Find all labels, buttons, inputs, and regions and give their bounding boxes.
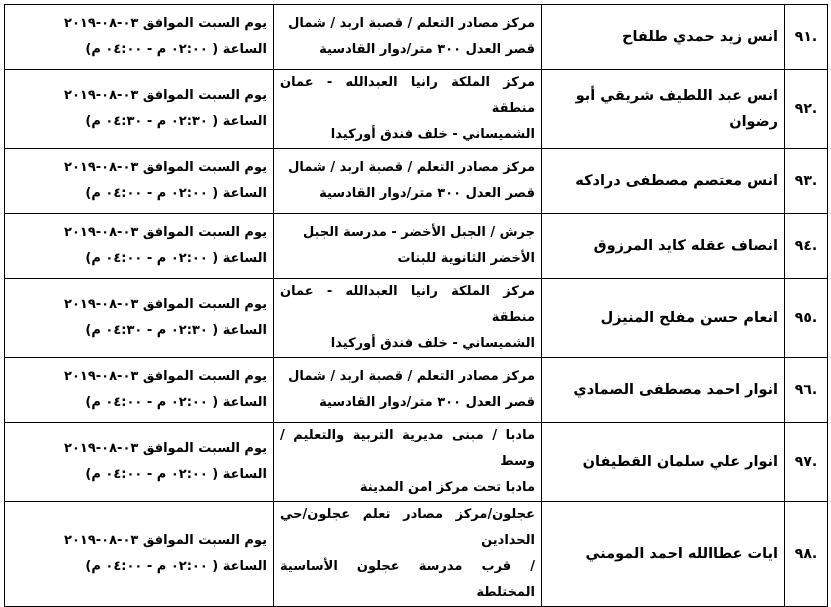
location-line: مركز مصادر التعلم / قصبة اربد / شمال <box>288 369 535 384</box>
location-line: عجلون/مركز مصادر تعلم عجلون/حي الحدادين <box>280 507 535 548</box>
exam-date-line: يوم السبت الموافق ٠٣-٠٨-٢٠١٩ <box>64 88 267 103</box>
exam-date-line: يوم السبت الموافق ٠٣-٠٨-٢٠١٩ <box>64 441 267 456</box>
row-number: .٩٧ <box>785 423 828 502</box>
exam-hours-line: الساعة ( ٠٢:٠٠ م - ٠٤:٠٠ م) <box>85 186 267 201</box>
exam-hours-line: الساعة ( ٠٢:٣٠ م - ٠٤:٣٠ م) <box>85 114 267 129</box>
schedule-sheet <box>4 4 828 600</box>
exam-location <box>274 358 542 423</box>
location-line: مادبا تحت مركز امن المدينة <box>359 480 535 495</box>
candidate-name: انس زيد حمدي طلفاح <box>542 5 785 70</box>
row-number: .٩٦ <box>785 358 828 423</box>
location-line: / قرب مدرسة عجلون الأساسية المختلطة <box>280 559 535 600</box>
table-row <box>5 149 828 214</box>
exam-time <box>5 358 274 423</box>
exam-date-line: يوم السبت الموافق ٠٣-٠٨-٢٠١٩ <box>64 160 267 175</box>
exam-location <box>274 423 542 502</box>
exam-date-line: يوم السبت الموافق ٠٣-٠٨-٢٠١٩ <box>64 297 267 312</box>
exam-location <box>274 149 542 214</box>
exam-hours-line: الساعة ( ٠٢:٠٠ م - ٠٤:٠٠ م) <box>85 467 267 482</box>
exam-date-line: يوم السبت الموافق ٠٣-٠٨-٢٠١٩ <box>64 225 267 240</box>
location-line: الشميساني - خلف فندق أوركيدا <box>330 127 535 142</box>
exam-time <box>5 214 274 279</box>
exam-date-line: يوم السبت الموافق ٠٣-٠٨-٢٠١٩ <box>64 369 267 384</box>
location-line: الشميساني - خلف فندق أوركيدا <box>330 336 535 351</box>
location-line: جرش / الجبل الأخضر - مدرسة الجبل <box>302 225 535 240</box>
row-number: .٩٣ <box>785 149 828 214</box>
exam-hours-line: الساعة ( ٠٢:٠٠ م - ٠٤:٠٠ م) <box>85 559 267 574</box>
row-number: .٩٥ <box>785 279 828 358</box>
location-line: مادبا / مبنى مديرية التربية والتعليم /وسط <box>280 428 535 469</box>
exam-time <box>5 5 274 70</box>
exam-time <box>5 70 274 149</box>
table-row <box>5 423 828 502</box>
candidate-name: انس معتصم مصطفى درادكه <box>542 149 785 214</box>
table-row <box>5 5 828 70</box>
candidate-name: انوار احمد مصطفى الصمادي <box>542 358 785 423</box>
location-line: قصر العدل ٣٠٠ متر/دوار القادسية <box>319 186 535 201</box>
table-row <box>5 279 828 358</box>
row-number: .٩٢ <box>785 70 828 149</box>
exam-date-line: يوم السبت الموافق ٠٣-٠٨-٢٠١٩ <box>64 533 267 548</box>
table-row <box>5 502 828 607</box>
location-line: مركز مصادر التعلم / قصبة اربد / شمال <box>288 16 535 31</box>
exam-location <box>274 214 542 279</box>
table-row <box>5 214 828 279</box>
table-row <box>5 70 828 149</box>
exam-location <box>274 70 542 149</box>
schedule-rows <box>5 5 828 607</box>
exam-hours-line: الساعة ( ٠٢:٠٠ م - ٠٤:٠٠ م) <box>85 395 267 410</box>
exam-time <box>5 502 274 607</box>
exam-hours-line: الساعة ( ٠٢:٣٠ م - ٠٤:٣٠ م) <box>85 323 267 338</box>
candidate-name: انعام حسن مفلح المنيزل <box>542 279 785 358</box>
schedule-table <box>4 4 828 607</box>
exam-time <box>5 149 274 214</box>
row-number: .٩٨ <box>785 502 828 607</box>
exam-hours-line: الساعة ( ٠٢:٠٠ م - ٠٤:٠٠ م) <box>85 42 267 57</box>
exam-location <box>274 502 542 607</box>
table-row <box>5 358 828 423</box>
exam-hours-line: الساعة ( ٠٢:٠٠ م - ٠٤:٠٠ م) <box>85 251 267 266</box>
location-line: مركز الملكة رانيا العبدالله - عمان منطقة <box>280 75 535 116</box>
exam-date-line: يوم السبت الموافق ٠٣-٠٨-٢٠١٩ <box>64 16 267 31</box>
candidate-name: ايات عطاالله احمد المومني <box>542 502 785 607</box>
row-number: .٩١ <box>785 5 828 70</box>
location-line: الأخضر الثانوية للبنات <box>397 251 535 266</box>
location-line: مركز مصادر التعلم / قصبة اربد / شمال <box>288 160 535 175</box>
exam-location <box>274 279 542 358</box>
exam-location <box>274 5 542 70</box>
location-line: قصر العدل ٣٠٠ متر/دوار القادسية <box>319 395 535 410</box>
location-line: قصر العدل ٣٠٠ متر/دوار القادسية <box>319 42 535 57</box>
candidate-name: انوار علي سلمان القطيفان <box>542 423 785 502</box>
exam-time <box>5 279 274 358</box>
exam-time <box>5 423 274 502</box>
candidate-name: انصاف عقله كايد المرزوق <box>542 214 785 279</box>
location-line: مركز الملكة رانيا العبدالله - عمان منطقة <box>280 284 535 325</box>
row-number: .٩٤ <box>785 214 828 279</box>
candidate-name: انس عبد اللطيف شريقي أبو رضوان <box>542 70 785 149</box>
